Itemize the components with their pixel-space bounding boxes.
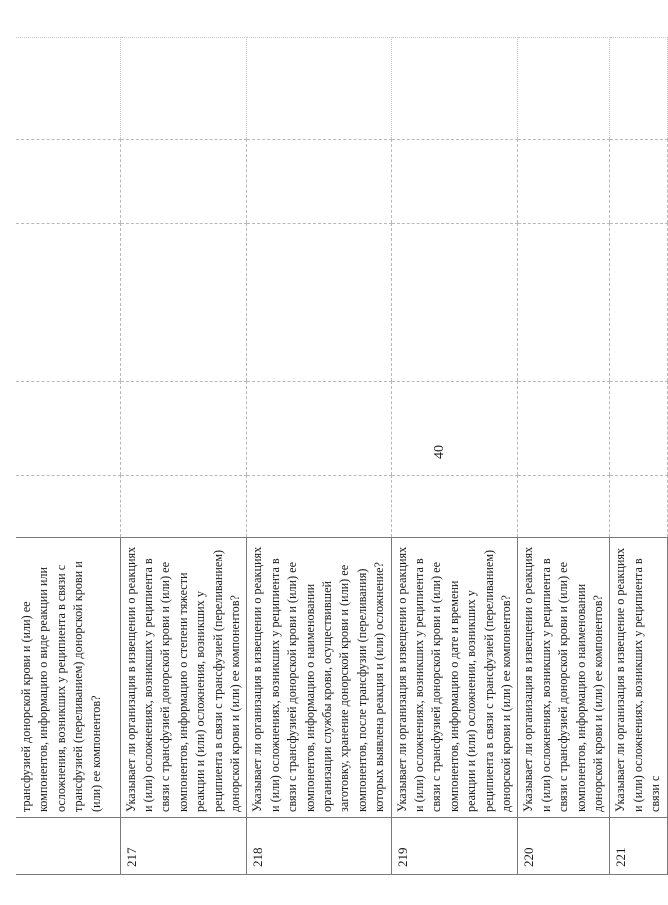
table-row	[518, 38, 610, 875]
answer-cell	[391, 38, 518, 140]
answer-cell	[16, 382, 120, 476]
answer-cell	[247, 382, 391, 476]
table-row	[120, 38, 247, 875]
row-number: 219	[391, 818, 518, 875]
answer-cell	[391, 476, 518, 538]
requirements-table	[16, 37, 668, 875]
answer-cell	[391, 140, 518, 224]
answer-cell	[391, 224, 518, 382]
question-text: Указывает ли организация в извещении о реакциях и (или) осложнениях, возникших у реципиента в связи с трансфузией донорской крови и (или) ее компонентов, информацию о наименовании донорской крови и (или) ее компонентов?	[518, 538, 610, 818]
answer-cell	[247, 140, 391, 224]
answer-cell	[120, 140, 247, 224]
answer-cell	[610, 38, 667, 140]
table-row	[247, 38, 391, 875]
answer-cell	[518, 38, 610, 140]
row-number: 217	[120, 818, 247, 875]
answer-cell	[247, 476, 391, 538]
question-text: трансфузией донорской крови и (или) ее компонентов, информацию о виде реакции или осложнения, возникших у реципиента в связи с трансфузией (переливанием) донорской крови и (или) ее компонентов?	[16, 538, 120, 818]
table-row	[16, 38, 120, 875]
answer-cell	[391, 382, 518, 476]
row-number: 221	[610, 818, 667, 875]
answer-cell	[610, 476, 667, 538]
row-number	[16, 818, 120, 875]
answer-cell	[247, 38, 391, 140]
question-text: Указывает ли организация в извещении о реакциях и (или) осложнениях, возникших у реципиента в связи с трансфузией донорской крови и (или) ее компонентов, информацию о дате и времени реакции и (или) осложнении, возникших у реципиента в связи с трансфузией (переливанием) донорской крови и (или) ее компонентов?	[391, 538, 518, 818]
table-row	[391, 38, 518, 875]
answer-cell	[120, 38, 247, 140]
page-number: 40	[432, 445, 447, 459]
table-row	[610, 38, 667, 875]
answer-cell	[518, 382, 610, 476]
requirements-table-sheet	[16, 38, 663, 875]
answer-cell	[518, 476, 610, 538]
answer-cell	[16, 140, 120, 224]
question-text: Указывает ли организация в извещении о реакциях и (или) осложнениях, возникших у реципиента в связи с трансфузией донорской крови и (или) ее компонентов, информацию о наименовании организации службы крови, осуществившей заготовку, хранение донорской крови и (или) ее компонентов, после трансфузии (переливания) которых выявлена реакция и (или) осложнение?	[247, 538, 391, 818]
answer-cell	[247, 224, 391, 382]
row-number: 218	[247, 818, 391, 875]
answer-cell	[16, 38, 120, 140]
answer-cell	[120, 382, 247, 476]
answer-cell	[610, 140, 667, 224]
answer-cell	[120, 224, 247, 382]
answer-cell	[16, 476, 120, 538]
answer-cell	[16, 224, 120, 382]
question-text: Указывает ли организация в извещение о реакциях и (или) осложнениях, возникших у реципиента в связи с	[610, 538, 667, 818]
answer-cell	[120, 476, 247, 538]
answer-cell	[610, 382, 667, 476]
answer-cell	[518, 140, 610, 224]
answer-cell	[610, 224, 667, 382]
answer-cell	[518, 224, 610, 382]
question-text: Указывает ли организация в извещении о реакциях и (или) осложнениях, возникших у реципиента в связи с трансфузией донорской крови и (или) ее компонентов, информацию о степени тяжести реакции и (или) осложнения, возникших у реципиента в связи с трансфузией (переливанием) донорской крови и (или) ее компонентов?	[120, 538, 247, 818]
row-number: 220	[518, 818, 610, 875]
